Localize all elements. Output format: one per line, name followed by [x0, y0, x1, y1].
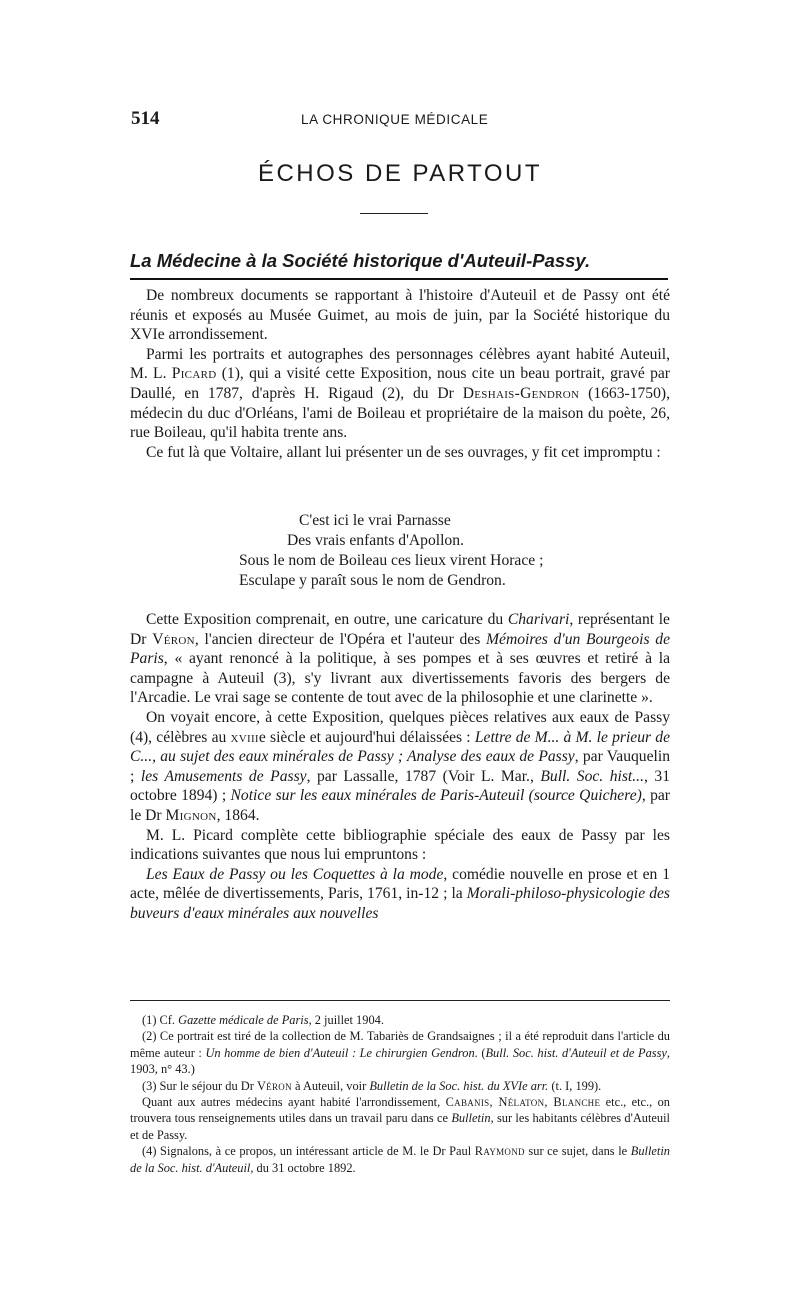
- person-name: Véron: [256, 1078, 292, 1093]
- footnotes: [130, 1012, 670, 1176]
- paragraph-3: Ce fut là que Voltaire, allant lui présenter un de ses ouvrages, y fit cet impromptu :: [146, 443, 661, 461]
- text-run: (1), qui a visité cette Exposition, nous cite un beau portrait, gravé par Daullé, en 1787, d'après H. Rigaud (2), du Dr: [130, 365, 670, 402]
- publication-title: Gazette médicale de Paris: [178, 1013, 309, 1027]
- century-numeral: xviii: [230, 728, 259, 746]
- footnote-divider: [130, 1000, 670, 1001]
- text-run: . (: [474, 1045, 486, 1060]
- text-run: (t. I, 199).: [548, 1078, 602, 1093]
- publication-title: Les Eaux de Passy ou les Coquettes à la mode: [146, 865, 444, 883]
- text-run: , comédie nouvelle en prose et en 1 acte, mêlée de divertissements, Paris, 1761, in-12 ; la: [130, 865, 671, 903]
- footnote-1: [130, 1012, 670, 1028]
- paragraph-1: De nombreux documents se rapportant à l'histoire d'Auteuil et de Passy ont été réunis et exposés au Musée Guimet, au mois de juin, par la Société historique du XVIe arrondissement.: [130, 287, 670, 344]
- paragraph-4: [130, 610, 670, 708]
- publication-title: Bull. Soc. hist. d'Auteuil et de Passy: [485, 1045, 667, 1060]
- section-title: ÉCHOS DE PARTOUT: [257, 160, 543, 187]
- publication-title: Mémoires d'un Bourgeois de Paris: [130, 630, 670, 668]
- text-run: sur ce sujet, dans le: [524, 1144, 631, 1159]
- text-run: , 1864.: [216, 806, 260, 824]
- text-run: (1) Cf.: [142, 1013, 179, 1027]
- poem-line: Esculape y paraît sous le nom de Gendron.: [239, 572, 506, 589]
- heading-divider: [130, 278, 668, 280]
- paragraph-7: [130, 865, 670, 924]
- article-body-bottom: [130, 610, 670, 924]
- publication-title: Bull. Soc. hist...: [540, 767, 644, 785]
- journal-title: LA CHRONIQUE MÉDICALE: [301, 112, 489, 127]
- paragraph-5: [130, 708, 670, 826]
- page-number: 514: [131, 108, 160, 129]
- title-divider: [360, 213, 428, 214]
- text-run: , l'ancien directeur de l'Opéra et l'auteur des: [194, 630, 487, 648]
- text-run: Cette Exposition comprenait, en outre, une caricature du: [146, 611, 508, 628]
- publication-title: Bulletin: [451, 1111, 491, 1126]
- text-run: , par le Dr: [130, 787, 670, 824]
- text-run: (3) Sur le séjour du Dr: [142, 1078, 257, 1093]
- text-run: On voyait encore, à cette Exposition, quelques pièces relatives aux eaux de Passy (4), célèbres au: [130, 708, 670, 746]
- footnote-3-continued: [130, 1094, 670, 1143]
- publication-title: Bulletin de la Soc. hist. du XVIe arr.: [369, 1078, 549, 1093]
- text-run: e siècle et aujourd'hui délaissées :: [258, 728, 475, 746]
- text-run: Quant aux autres médecins ayant habité l'arrondissement,: [142, 1095, 446, 1110]
- person-name: Cabanis, Nélaton, Blanche: [445, 1095, 601, 1110]
- text-run: , sur les habitants célèbres d'Auteuil et de Passy.: [130, 1111, 670, 1142]
- poem-line: Sous le nom de Boileau ces lieux virent Horace ;: [239, 552, 544, 569]
- text-run: (2) Ce portrait est tiré de la collection de M. Tabariès de Grandsaignes ; il a été reproduit dans l'article du même auteur :: [130, 1029, 670, 1060]
- publication-title: Notice sur les eaux minérales de Paris-Auteuil (source Quichere): [230, 787, 642, 805]
- paragraph-6: M. L. Picard complète cette bibliographie spéciale des eaux de Passy par les indications suivantes que nous lui empruntons :: [130, 826, 670, 864]
- text-run: (1663-1750), médecin du duc d'Orléans, l'ami de Boileau et propriétaire de la maison du poète, 26, rue Boileau, qu'il habita trente ans.: [130, 384, 670, 442]
- person-name: Deshais-Gendron: [462, 384, 580, 402]
- footnote-3: [130, 1078, 670, 1094]
- text-run: (4) Signalons, à ce propos, un intéressant article de M. le Dr Paul: [142, 1144, 475, 1159]
- person-name: Raymond: [474, 1144, 525, 1159]
- footnote-2: [130, 1028, 670, 1077]
- publication-title: Morali-philoso-physicologie des buveurs d'eaux minérales aux nouvelles: [130, 885, 670, 922]
- publication-title: Lettre de M... à M. le prieur de C..., au sujet des eaux minérales de Passy ; Analyse des eaux de Passy: [130, 728, 670, 766]
- paragraph-2: [130, 345, 670, 443]
- article-body-top: [130, 286, 670, 462]
- publication-title: les Amusements de Passy: [140, 767, 307, 785]
- text-run: etc., etc., on trouvera tous renseignements utiles dans un travail paru dans ce: [130, 1095, 670, 1126]
- poem: [239, 511, 543, 591]
- text-run: , par Vauquelin ;: [130, 748, 670, 785]
- running-head: [131, 108, 671, 132]
- text-run: à Auteuil, voir: [291, 1078, 370, 1093]
- publication-title: Bulletin de la Soc. hist. d'Auteuil: [130, 1144, 670, 1175]
- poem-line: C'est ici le vrai Parnasse: [299, 512, 451, 529]
- text-run: , représentant le Dr: [130, 611, 670, 648]
- person-name: Véron: [152, 630, 195, 648]
- text-run: , 31 octobre 1894) ;: [130, 767, 670, 805]
- text-run: , « ayant renoncé à la politique, à ses pompes et à ses œuvres et retiré à la campagne à Auteuil (3), s'y livrant aux divertissements favoris des bergers de l'Arcadie. Le vrai sage se contente de tout avec de la philosophie et une clarinette ».: [130, 650, 670, 707]
- person-name: Mignon: [165, 806, 217, 824]
- footnote-4: [130, 1143, 670, 1176]
- person-name: Picard: [171, 365, 217, 383]
- text-run: , 2 juillet 1904.: [308, 1013, 384, 1027]
- text-run: , du 31 octobre 1892.: [250, 1160, 356, 1175]
- poem-line: Des vrais enfants d'Apollon.: [287, 532, 464, 549]
- article-heading: La Médecine à la Société historique d'Auteuil-Passy.: [130, 250, 591, 271]
- publication-title: Un homme de bien d'Auteuil : Le chirurgien Gendron: [205, 1045, 475, 1060]
- publication-title: Charivari: [507, 611, 570, 628]
- text-run: , 1903, n° 43.): [130, 1045, 671, 1077]
- text-run: Parmi les portraits et autographes des personnages célèbres ayant habité Auteuil, M. L.: [130, 345, 670, 383]
- text-run: , par Lassalle, 1787 (Voir L. Mar.,: [306, 767, 541, 785]
